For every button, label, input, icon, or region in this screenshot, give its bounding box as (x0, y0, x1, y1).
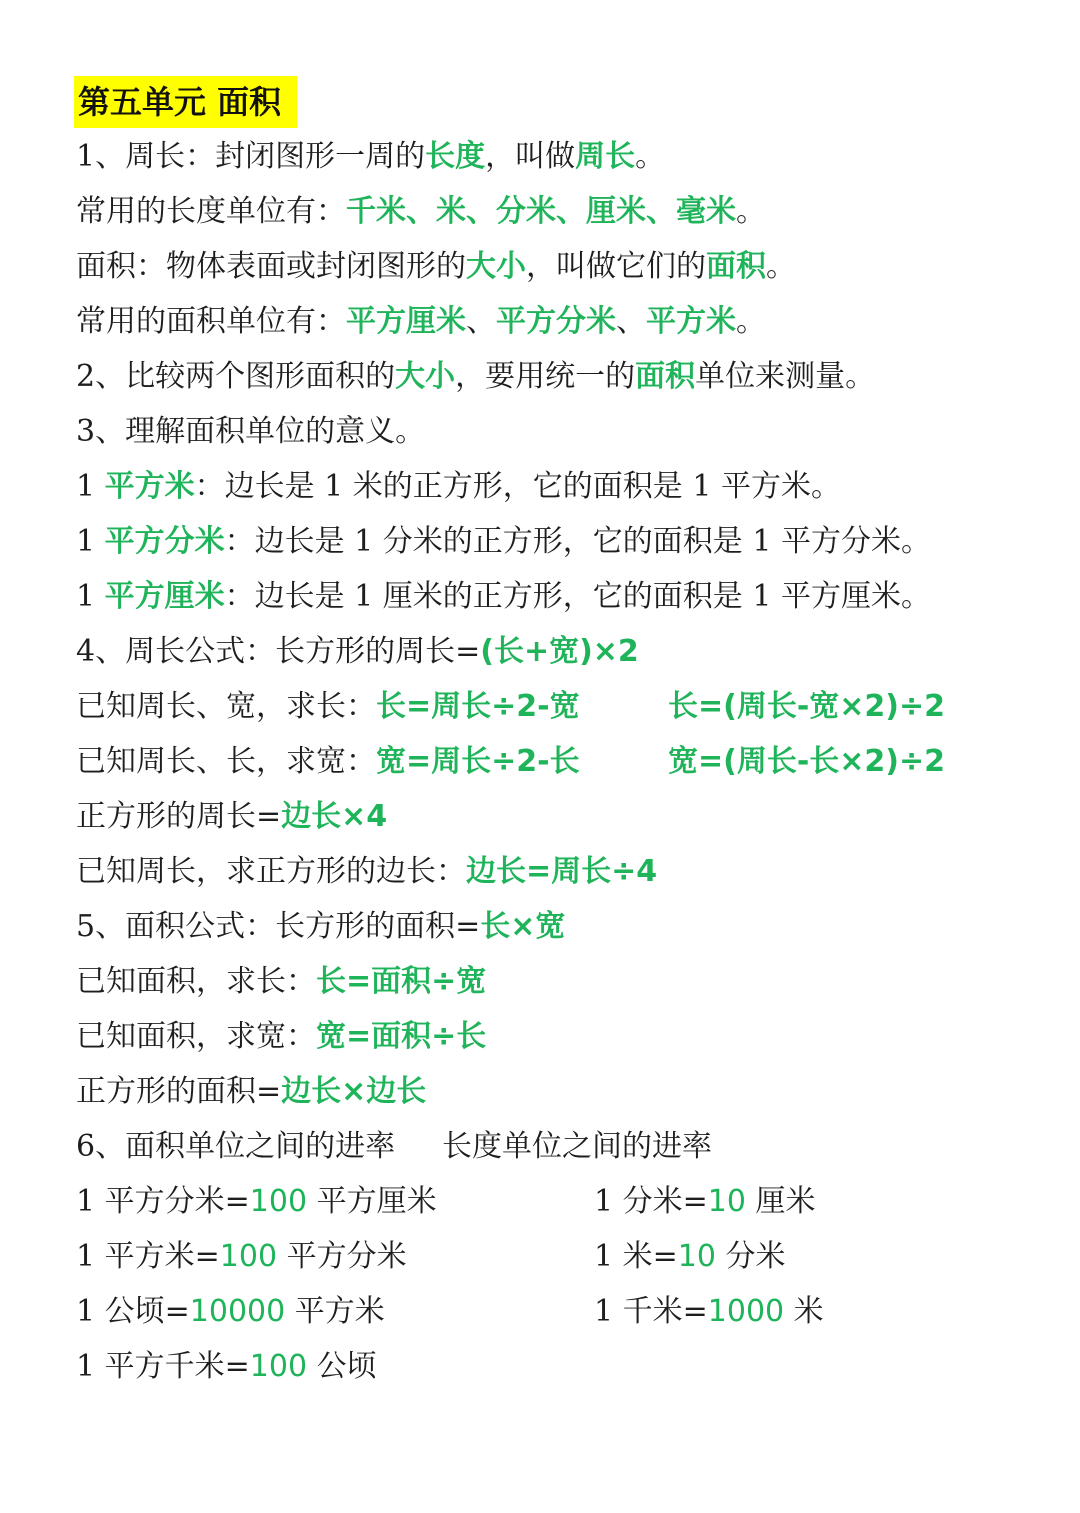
area-definition: 面积：物体表面或封闭图形的大小，叫做它们的面积。 (76, 249, 796, 284)
area-formula: 5、面积公式：长方形的面积=长×宽 (76, 909, 566, 944)
square-centimeter-meaning: 1 平方厘米：边长是 1 厘米的正方形，它的面积是 1 平方厘米。 (76, 579, 931, 614)
conversion-heading-length: 长度单位之间的进率 (442, 1129, 712, 1164)
length-rate-row: 1 分米=10 厘米 (594, 1184, 816, 1219)
length-rate-row: 1 米=10 分米 (594, 1239, 786, 1274)
area-units: 常用的面积单位有：平方厘米、平方分米、平方米。 (76, 304, 766, 339)
area-rate-row: 1 公顷=10000 平方米 (76, 1294, 385, 1329)
perimeter-formula: 4、周长公式：长方形的周长=(长+宽)×2 (76, 634, 639, 669)
find-square-side: 已知周长，求正方形的边长：边长=周长÷4 (76, 854, 658, 889)
area-rate-row: 1 平方米=100 平方分米 (76, 1239, 407, 1274)
find-length-from-perimeter: 已知周长、宽，求长：长=周长÷2-宽 (76, 689, 580, 724)
perimeter-definition: 1、周长：封闭图形一周的长度，叫做周长。 (76, 139, 666, 174)
area-rate-row: 1 平方分米=100 平方厘米 (76, 1184, 437, 1219)
compare-area: 2、比较两个图形面积的大小，要用统一的面积单位来测量。 (76, 359, 876, 394)
length-rate-row: 1 千米=1000 米 (594, 1294, 824, 1329)
square-perimeter-formula: 正方形的周长=边长×4 (76, 799, 388, 834)
square-area-formula: 正方形的面积=边长×边长 (76, 1074, 427, 1109)
area-rate-row: 1 平方千米=100 公顷 (76, 1349, 377, 1384)
conversion-heading-area: 6、面积单位之间的进率 (76, 1129, 396, 1164)
square-decimeter-meaning: 1 平方分米：边长是 1 分米的正方形，它的面积是 1 平方分米。 (76, 524, 931, 559)
find-length-from-area: 已知面积，求长：长=面积÷宽 (76, 964, 487, 999)
length-units: 常用的长度单位有：千米、米、分米、厘米、毫米。 (76, 194, 766, 229)
find-length-from-perimeter-alt: 长=(周长-宽×2)÷2 (668, 689, 946, 724)
unit-title: 第五单元 面积 (74, 76, 297, 128)
unit-meaning-heading: 3、理解面积单位的意义。 (76, 414, 426, 449)
find-width-from-area: 已知面积，求宽：宽=面积÷长 (76, 1019, 487, 1054)
find-width-from-perimeter-alt: 宽=(周长-长×2)÷2 (668, 744, 946, 779)
find-width-from-perimeter: 已知周长、长，求宽：宽=周长÷2-长 (76, 744, 580, 779)
square-meter-meaning: 1 平方米：边长是 1 米的正方形，它的面积是 1 平方米。 (76, 469, 841, 504)
